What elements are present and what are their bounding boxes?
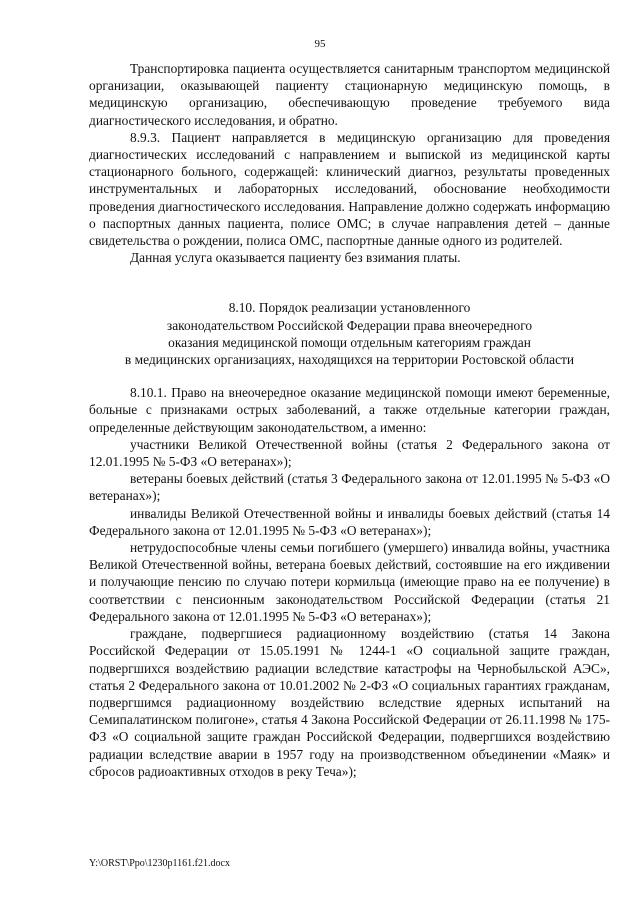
list-item: нетрудоспособные члены семьи погибшего (умершего) инвалида войны, участника Великой Отечественной войны, ветерана боевых действий, состоявшие на его иждивении и получающие пенсию по случаю потери кормильца (имеющие право на ее получение) в соответствии с пенсионным законодательством Российской Федерации (статья 21 Федерального закона от 12.01.1995 № 5-ФЗ «О ветеранах»); (89, 540, 610, 624)
page-number: 95 (314, 38, 326, 50)
list-item: инвалиды Великой Отечественной войны и инвалиды боевых действий (статья 14 Федерального закона от 12.01.1995 № 5-ФЗ «О ветеранах»); (89, 505, 610, 538)
heading-line: законодательством Российской Федерации права внеочередного (166, 317, 533, 333)
paragraph: 8.9.3. Пациент направляется в медицинскую организацию для проведения диагностических исследований с направлением и выпиской из медицинской карты стационарного больного, содержащей: клинический диагноз, результаты проведенных инструментальных и лабораторных исследований, обоснование необходимости проведения диагностического исследования. Направление должно содержать информацию о паспортных данных пациента, полисе ОМС; в случае направления детей – данные свидетельства о рождении, полиса ОМС, паспортные данные одного из родителей. (89, 129, 610, 249)
paragraph: 8.10.1. Право на внеочередное оказание медицинской помощи имеют беременные, больные с признаками острых заболеваний, а также отдельные категории граждан, определенные действующим законодательством, а именно: (89, 385, 610, 435)
heading-line: оказания медицинской помощи отдельным категориям граждан (168, 334, 531, 350)
paragraph: Данная услуга оказывается пациенту без взимания платы. (130, 250, 461, 266)
heading-line: в медицинских организациях, находящихся на территории Ростовской области (124, 352, 575, 368)
section-heading (89, 299, 610, 368)
list-item: граждане, подвергшиеся радиационному воздействию (статья 14 Закона Российской Федерации от 15.05.1991 № 1244-1 «О социальной защите граждан, подвергшихся воздействию радиации вследствие катастрофы на Чернобыльской АЭС», статья 2 Федерального закона от 10.01.2002 № 2-ФЗ «О социальных гарантиях гражданам, подвергшимся радиационному воздействию вследствие ядерных испытаний на Семипалатинском полигоне», статья 4 Закона Российской Федерации от 26.11.1998 № 175-ФЗ «О социальной защите граждан Российской Федерации, подвергшихся воздействию радиации вследствие аварии в 1957 году на производственном объединении «Маяк» и сбросов радиоактивных отходов в реку Теча»); (89, 626, 610, 779)
list-item: ветераны боевых действий (статья 3 Федерального закона от 12.01.1995 № 5-ФЗ «О ветеранах»); (89, 471, 610, 504)
heading-line: 8.10. Порядок реализации установленного (228, 300, 471, 316)
list-item: участники Великой Отечественной войны (статья 2 Федерального закона от 12.01.1995 № 5-ФЗ «О ветеранах»); (89, 436, 610, 470)
document-body (89, 60, 610, 780)
paragraph: Транспортировка пациента осуществляется санитарным транспортом медицинской организации, оказывающей пациенту стационарную медицинскую помощь, в медицинскую организацию, обеспечивающую проведение требуемого вида диагностического исследования, и обратно. (89, 61, 610, 128)
footer-file-path: Y:\ORST\Ppo\1230p1161.f21.docx (89, 858, 230, 869)
